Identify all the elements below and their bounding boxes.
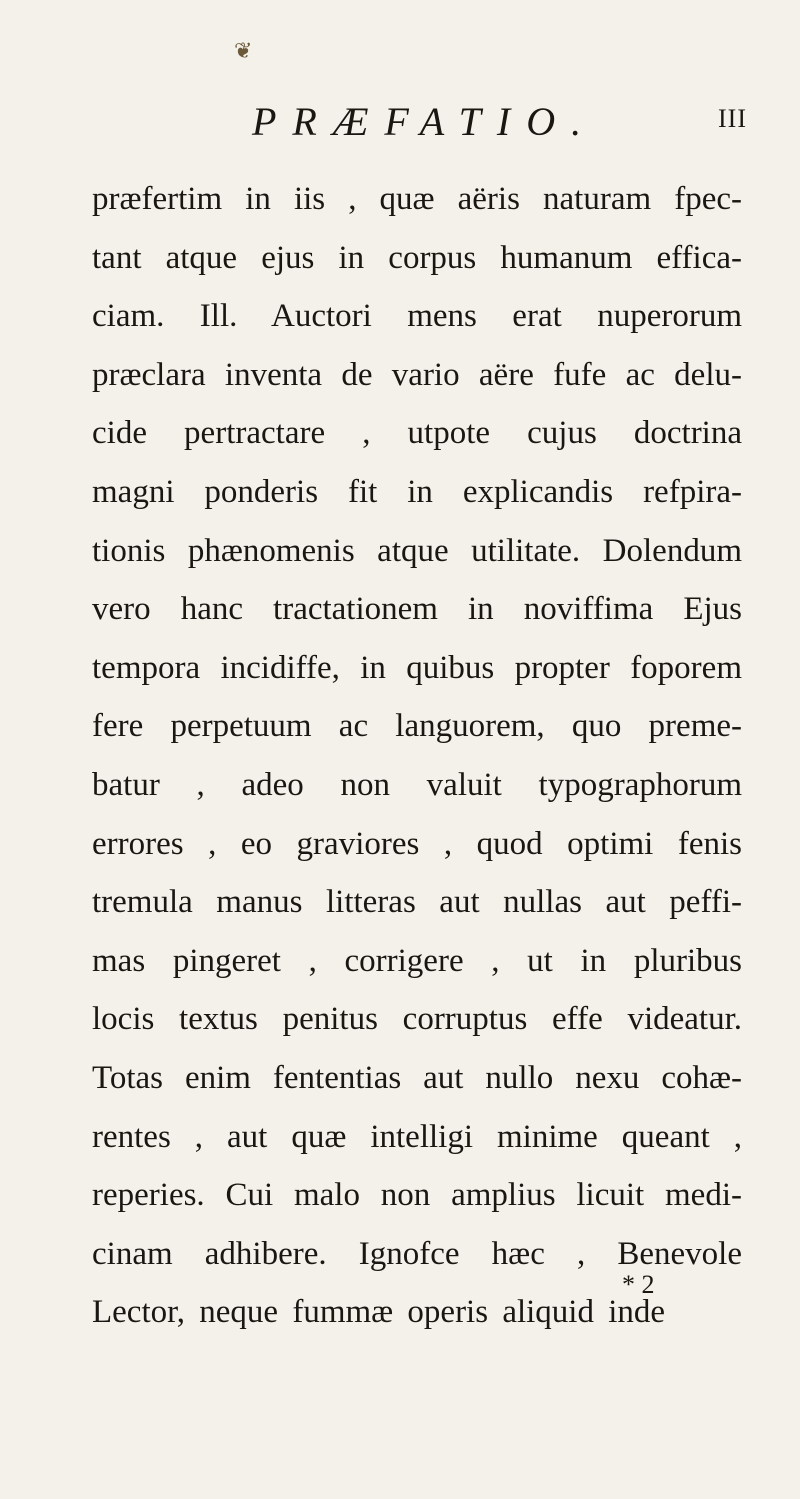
text-line: locis textus penitus corruptus effe videatur. — [92, 1001, 742, 1038]
text-line: fere perpetuum ac languorem, quo preme- — [92, 708, 742, 745]
running-title: PRÆFATIO. — [252, 99, 598, 144]
text-line: ciam. Ill. Auctori mens erat nuperorum — [92, 298, 742, 335]
text-line: batur , adeo non valuit typographorum — [92, 766, 742, 803]
text-line: Lector, neque fummæ operis aliquid inde — [92, 1294, 666, 1331]
text-line: præclara inventa de vario aëre fufe ac delu- — [92, 356, 742, 393]
page-number: III — [718, 104, 747, 133]
signature-mark: * 2 — [622, 1270, 655, 1299]
text-line: tionis phænomenis atque utilitate. Dolendum — [92, 532, 742, 569]
text-line: mas pingeret , corrigere , ut in pluribus — [92, 942, 742, 979]
text-line: rentes , aut quæ intelligi minime queant , — [92, 1118, 742, 1155]
text-line: cide pertractare , utpote cujus doctrina — [92, 415, 742, 452]
text-line: magni ponderis fit in explicandis refpira- — [92, 473, 742, 510]
printer-ornament: ❦ — [234, 38, 253, 63]
body-text — [92, 170, 742, 1342]
text-line: tempora incidiffe, in quibus propter foporem — [92, 649, 742, 686]
text-line: cinam adhibere. Ignofce hæc , Benevole — [92, 1235, 742, 1272]
text-line: tant atque ejus in corpus humanum effica- — [92, 239, 742, 276]
text-line: errores , eo graviores , quod optimi fenis — [92, 825, 742, 862]
text-line: reperies. Cui malo non amplius licuit medi- — [92, 1177, 742, 1214]
text-line: Totas enim fententias aut nullo nexu cohæ- — [92, 1059, 742, 1096]
running-head — [0, 96, 800, 156]
text-line: vero hanc tractationem in noviffima Ejus — [92, 591, 742, 628]
text-line: præfertim in iis , quæ aëris naturam fpec- — [92, 181, 742, 217]
text-line: tremula manus litteras aut nullas aut peffi- — [92, 884, 742, 921]
